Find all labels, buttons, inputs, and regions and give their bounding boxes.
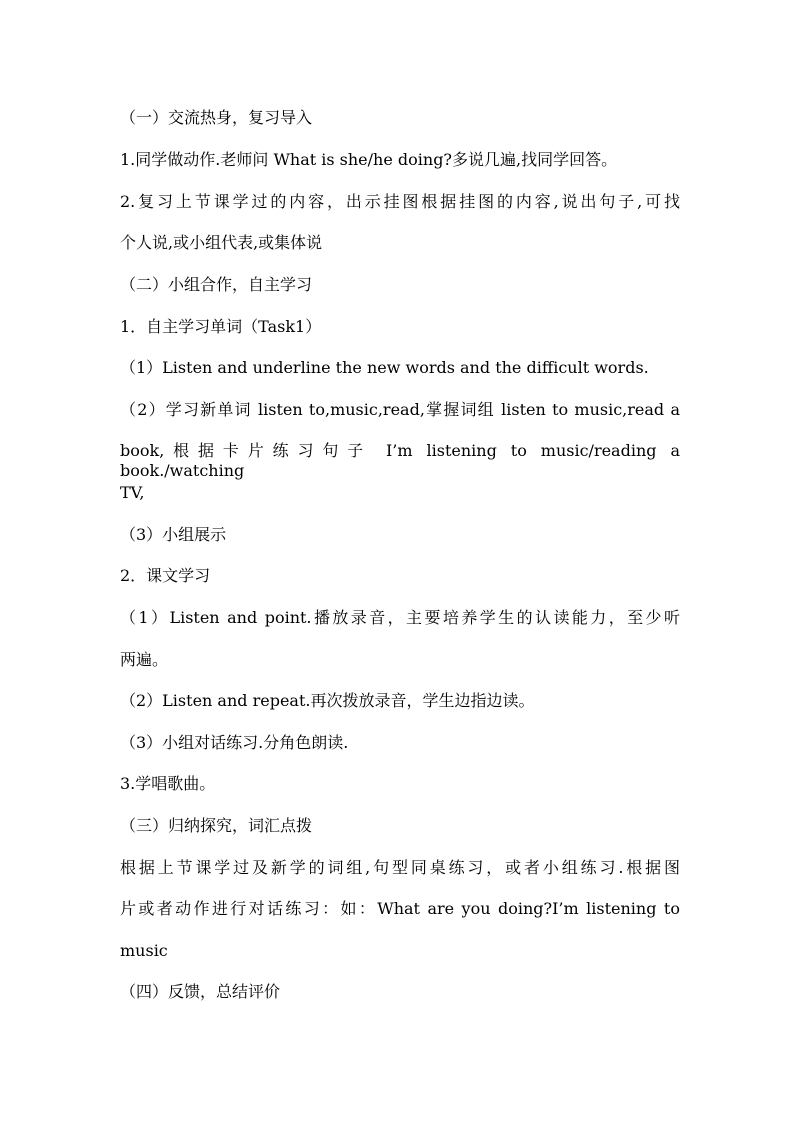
paragraph-line: TV, bbox=[120, 483, 145, 502]
paragraph-line: 片或者动作进行对话练习：如：What are you doing?I’m listening to bbox=[120, 899, 680, 918]
paragraph-line: （2）学习新单词 listen to,music,read,掌握词组 listen to music,read a bbox=[120, 400, 680, 419]
section-heading-1: （一）交流热身，复习导入 bbox=[120, 108, 313, 127]
paragraph-line: 个人说,或小组代表,或集体说 bbox=[120, 233, 323, 252]
paragraph-line: 3.学唱歌曲。 bbox=[120, 774, 216, 793]
paragraph-line: book,根据卡片练习句子 I’m listening to music/reading a book./watching bbox=[120, 441, 680, 480]
paragraph-line: （1）Listen and point.播放录音，主要培养学生的认读能力，至少听 bbox=[120, 608, 680, 627]
paragraph-line: 2．课文学习 bbox=[120, 566, 211, 585]
paragraph-line: 两遍。 bbox=[120, 650, 169, 669]
paragraph-line: music bbox=[120, 941, 168, 960]
paragraph-line: 根据上节课学过及新学的词组,句型同桌练习，或者小组练习.根据图 bbox=[120, 858, 680, 877]
section-heading-4: （四）反馈，总结评价 bbox=[120, 982, 281, 1001]
paragraph-line: （3）小组对话练习.分角色朗读. bbox=[120, 733, 349, 752]
paragraph-line: 1．自主学习单词（Task1） bbox=[120, 317, 322, 336]
paragraph-line: （2）Listen and repeat.再次拨放录音，学生边指边读。 bbox=[120, 691, 535, 710]
paragraph-line: （3）小组展示 bbox=[120, 525, 227, 544]
section-heading-3: （三）归纳探究，词汇点拨 bbox=[120, 816, 313, 835]
paragraph-line: （1）Listen and underline the new words and the difficult words. bbox=[120, 358, 649, 377]
paragraph-line: 1.同学做动作.老师问 What is she/he doing?多说几遍,找同学回答。 bbox=[120, 150, 618, 169]
section-heading-2: （二）小组合作，自主学习 bbox=[120, 275, 313, 294]
paragraph-line: 2.复习上节课学过的内容，出示挂图根据挂图的内容,说出句子,可找 bbox=[120, 192, 680, 211]
